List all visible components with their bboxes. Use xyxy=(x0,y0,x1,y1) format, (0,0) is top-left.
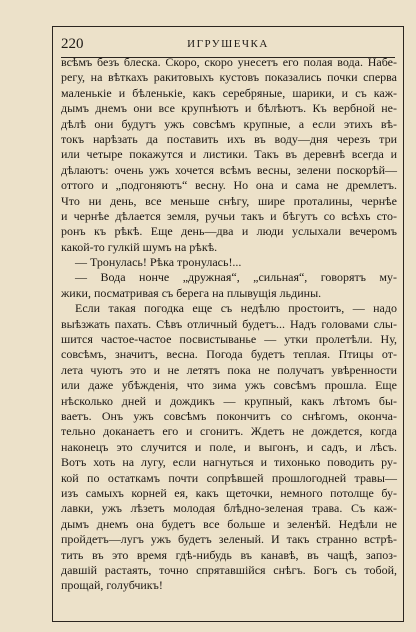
text-line: совсѣмъ, значитъ, весна. Погода будетъ теплая. Птицы от- xyxy=(61,347,397,362)
text-line: тельно доканаетъ его и сгонитъ. Ждетъ не дождется, когда xyxy=(61,424,397,439)
text-line: дымъ днемъ они все крупнѣютъ и бѣлѣютъ. Къ вербной не- xyxy=(61,101,397,116)
text-line: наконецъ это случится и поле, и выгонъ, и садъ, и лѣсъ. xyxy=(61,439,397,454)
page-number: 220 xyxy=(61,36,84,52)
running-title: ИГРУШЕЧКА xyxy=(187,38,269,50)
text-line: выѣзжать пахать. Сѣвъ отличный будетъ... Надъ головами слы- xyxy=(61,316,397,331)
text-line: — Тронулась! Рѣка тронулась!... xyxy=(75,255,242,270)
text-line: или четыре покажутся и листики. Такъ въ деревнѣ всегда и xyxy=(61,147,397,162)
page-frame xyxy=(52,26,404,622)
text-line: Если такая погодка еще съ недѣлю простоитъ, — надо xyxy=(75,301,397,316)
text-line: лавки, ужъ лѣзетъ молодая блѣдно-зеленая трава. Съ каж- xyxy=(61,501,397,516)
text-line: маленькіе и бѣленькіе, какъ серебряные, шарики, и съ каж- xyxy=(61,85,397,100)
text-line: или даже убѣжденія, что зима ужъ совсѣмъ прошла. Еще xyxy=(61,378,397,393)
text-line: токъ нарѣзать да поставить ихъ въ воду—дня черезъ три xyxy=(61,131,397,146)
text-line: ронъ къ рѣкѣ. Еще день—два и люди услыхали вечеромъ xyxy=(61,224,397,239)
text-line: Что ни день, все меньше снѣгу, шире проталины, чернѣе xyxy=(61,193,397,208)
page-header xyxy=(61,35,395,53)
text-line: дымъ днемъ она будетъ все больше и зеленѣй. Недѣли не xyxy=(61,516,397,531)
text-line: кой по остаткамъ почти сопрѣвшей прошлогодней травы— xyxy=(61,470,397,485)
text-line: оттого и „подгоняютъ“ весну. Но она и сама не дремлетъ. xyxy=(61,178,397,193)
body-text xyxy=(61,55,397,594)
text-line: дѣлаютъ: очень ужъ хочется всѣмъ весны, зелени поскорѣй— xyxy=(61,162,397,177)
text-line: регу, на вѣткахъ ракитовыхъ кустовъ показались почки сперва xyxy=(61,70,397,85)
text-line: — Вода нонче „дружная“, „сильная“, говорятъ му- xyxy=(75,270,397,285)
text-line: всѣмъ безъ блеска. Скоро, скоро унесетъ его полая вода. Набе- xyxy=(61,55,397,69)
text-line: тить въ это время гдѣ-нибудь въ канавѣ, въ чащѣ, запоз- xyxy=(61,547,397,562)
text-line: прощай, голубчикъ! xyxy=(61,578,163,593)
text-line: изъ самыхъ корней ея, какъ щеточки, немного потолще бу- xyxy=(61,485,397,500)
text-line: и чернѣе дѣлается земля, ручьи такъ и бѣгутъ со всѣхъ сто- xyxy=(61,208,397,223)
text-line: нѣсколько дней и дождикъ — крупный, какъ лѣтомъ бы- xyxy=(61,393,397,408)
text-line: дѣлѣ они будутъ ужъ совсѣмъ крупные, а если этихъ вѣ- xyxy=(61,116,397,131)
text-line: какой-то гулкій шумъ на рѣкѣ. xyxy=(61,239,218,254)
text-line: ваетъ. Онъ ужъ совсѣмъ покончитъ со снѣгомъ, оконча- xyxy=(61,408,397,423)
text-line: Вотъ хоть на лугу, если нагнуться и тихонько поводить ру- xyxy=(61,455,397,470)
text-line: давшій растаять, точно спрятавшійся снѣгъ. Богъ съ тобой, xyxy=(61,562,397,577)
text-line: пройдетъ—лугъ ужъ будетъ зеленый. И такъ странно встрѣ- xyxy=(61,532,397,547)
text-line: шится частое-частое посвистыванье — утки пролетѣли. Ну, xyxy=(61,332,397,347)
text-line: лета чуютъ это и не летятъ пока не получатъ увѣренности xyxy=(61,362,397,377)
text-line: жики, посматривая съ берега на плывущія льдины. xyxy=(61,285,322,300)
